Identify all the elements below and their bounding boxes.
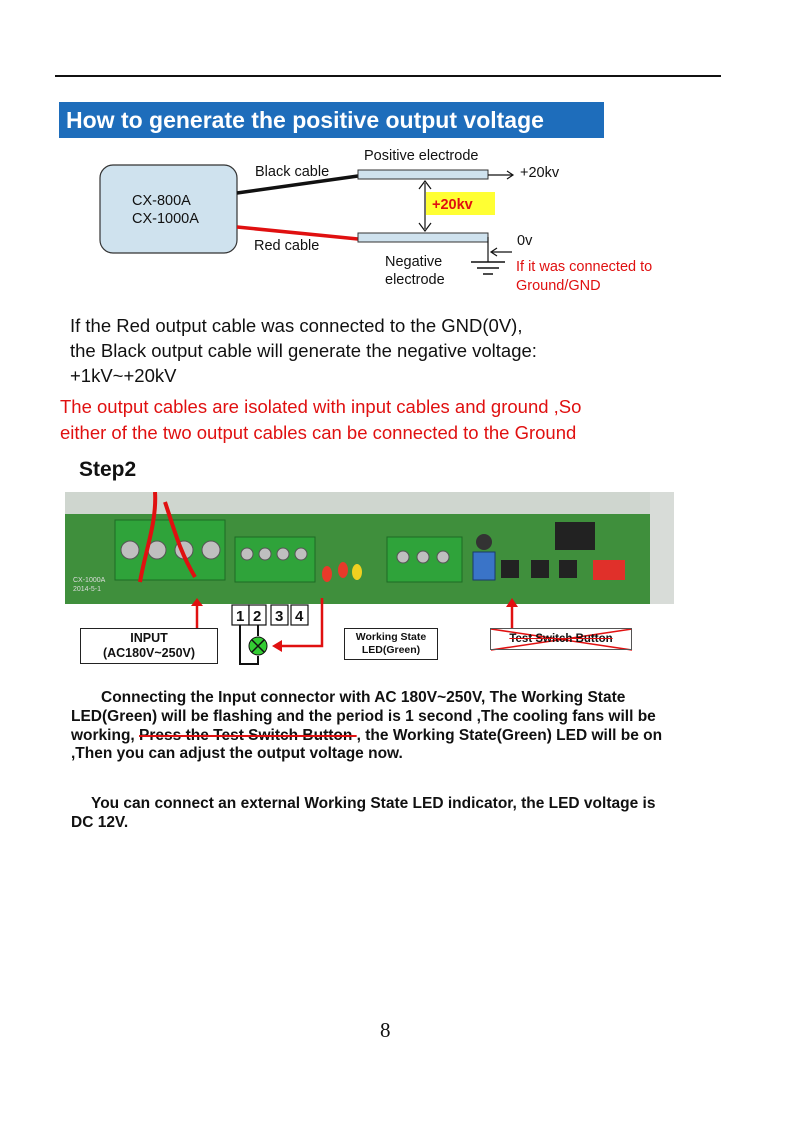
board-tag-2: 2014-5-1 — [73, 586, 102, 593]
circuit-board-drawing — [65, 492, 674, 604]
circuit-board-photo — [65, 492, 674, 604]
led-screw-4 — [295, 548, 307, 560]
test-switch-1 — [501, 560, 519, 578]
led-screw-3 — [277, 548, 289, 560]
input-label-box — [80, 628, 218, 664]
led-red — [322, 566, 332, 582]
isolation-note-line-2: either of the two output cables can be connected to the Ground — [60, 422, 577, 443]
input-screw-4 — [202, 541, 220, 559]
led-screw-1 — [241, 548, 253, 560]
pin-label-1: 1 — [236, 608, 245, 625]
input-screw-2 — [148, 541, 166, 559]
voltage-badge: +20kv — [432, 197, 473, 213]
input-arrow-head — [191, 598, 203, 606]
gnd-explanation-line-1: If the Red output cable was connected to the GND(0V), — [70, 315, 523, 336]
external-led-text: You can connect an external Working State LED indicator, the LED voltage is DC 12V. — [71, 795, 656, 831]
led-label-line-1: Working State — [355, 631, 427, 643]
potentiometer — [473, 552, 495, 580]
ground-note-line-2: Ground/GND — [516, 278, 601, 294]
output-screw-2 — [417, 551, 429, 563]
negative-electrode-plate — [358, 233, 488, 242]
step-heading: Step2 — [79, 458, 137, 481]
test-switch-label: Test Switch Button — [509, 633, 613, 645]
gnd-explanation-paragraph — [70, 313, 537, 388]
isolation-note-paragraph — [60, 394, 581, 446]
test-switch-arrow-head — [506, 598, 518, 607]
led-red-2 — [338, 562, 348, 578]
pin-label-2: 2 — [253, 608, 262, 625]
external-led-paragraph — [71, 794, 681, 832]
test-switch-3 — [559, 560, 577, 578]
input-label-line-1: INPUT — [130, 631, 168, 645]
led-arrow-head — [272, 640, 282, 652]
pin-label-4: 4 — [295, 608, 304, 625]
working-state-led-label-box — [344, 628, 438, 660]
board-tag-1: CX-1000A — [73, 577, 106, 584]
page-number: 8 — [380, 1018, 391, 1042]
dip-switch — [593, 560, 625, 580]
device-box — [100, 165, 237, 253]
ground-note-line-1: If it was connected to — [516, 259, 653, 275]
test-switch-2 — [531, 560, 549, 578]
input-instructions-part-2: , the Working State(Green) LED will be on ,Then you can adjust the output voltage now. — [71, 726, 663, 763]
output-voltage-label: +20kv — [520, 165, 560, 181]
board-right-edge — [650, 492, 674, 604]
gnd-explanation-line-3: +1kV~+20kV — [70, 365, 177, 386]
negative-electrode-label-2: electrode — [385, 272, 445, 288]
test-switch-label-box — [490, 628, 632, 650]
isolation-note-line-1: The output cables are isolated with input cables and ground ,So — [60, 396, 582, 417]
input-screw-1 — [121, 541, 139, 559]
input-instructions-struck: Press the Test Switch Button — [139, 726, 357, 744]
potentiometer-knob — [476, 534, 492, 550]
led-yellow — [352, 564, 362, 580]
gnd-explanation-line-2: the Black output cable will generate the negative voltage: — [70, 340, 537, 361]
led-label-line-2: LED(Green) — [361, 643, 421, 656]
input-instructions-paragraph — [71, 689, 681, 764]
black-cable-label: Black cable — [255, 164, 330, 180]
device-model-1: CX-800A — [132, 193, 191, 209]
zero-volt-label: 0v — [517, 233, 533, 249]
input-instructions-part-1: Connecting the Input connector with AC 180V~250V, The Working State LED(Green) will be flashing and the period is 1 second ,The cooling fans will be working, — [71, 689, 656, 744]
red-cable-label: Red cable — [254, 238, 320, 254]
positive-electrode-plate — [358, 170, 488, 179]
output-screw-1 — [397, 551, 409, 563]
input-label-line-2: (AC180V~250V) — [102, 646, 196, 660]
led-screw-2 — [259, 548, 271, 560]
negative-electrode-label-1: Negative — [385, 254, 443, 270]
positive-electrode-label: Positive electrode — [364, 148, 479, 164]
output-screw-3 — [437, 551, 449, 563]
device-model-2: CX-1000A — [132, 211, 199, 227]
ic-chip — [555, 522, 595, 550]
section-title-bar — [59, 102, 604, 138]
header-rule — [55, 75, 721, 77]
pin-label-3: 3 — [275, 608, 284, 625]
section-title: How to generate the positive output voltage — [66, 107, 544, 133]
